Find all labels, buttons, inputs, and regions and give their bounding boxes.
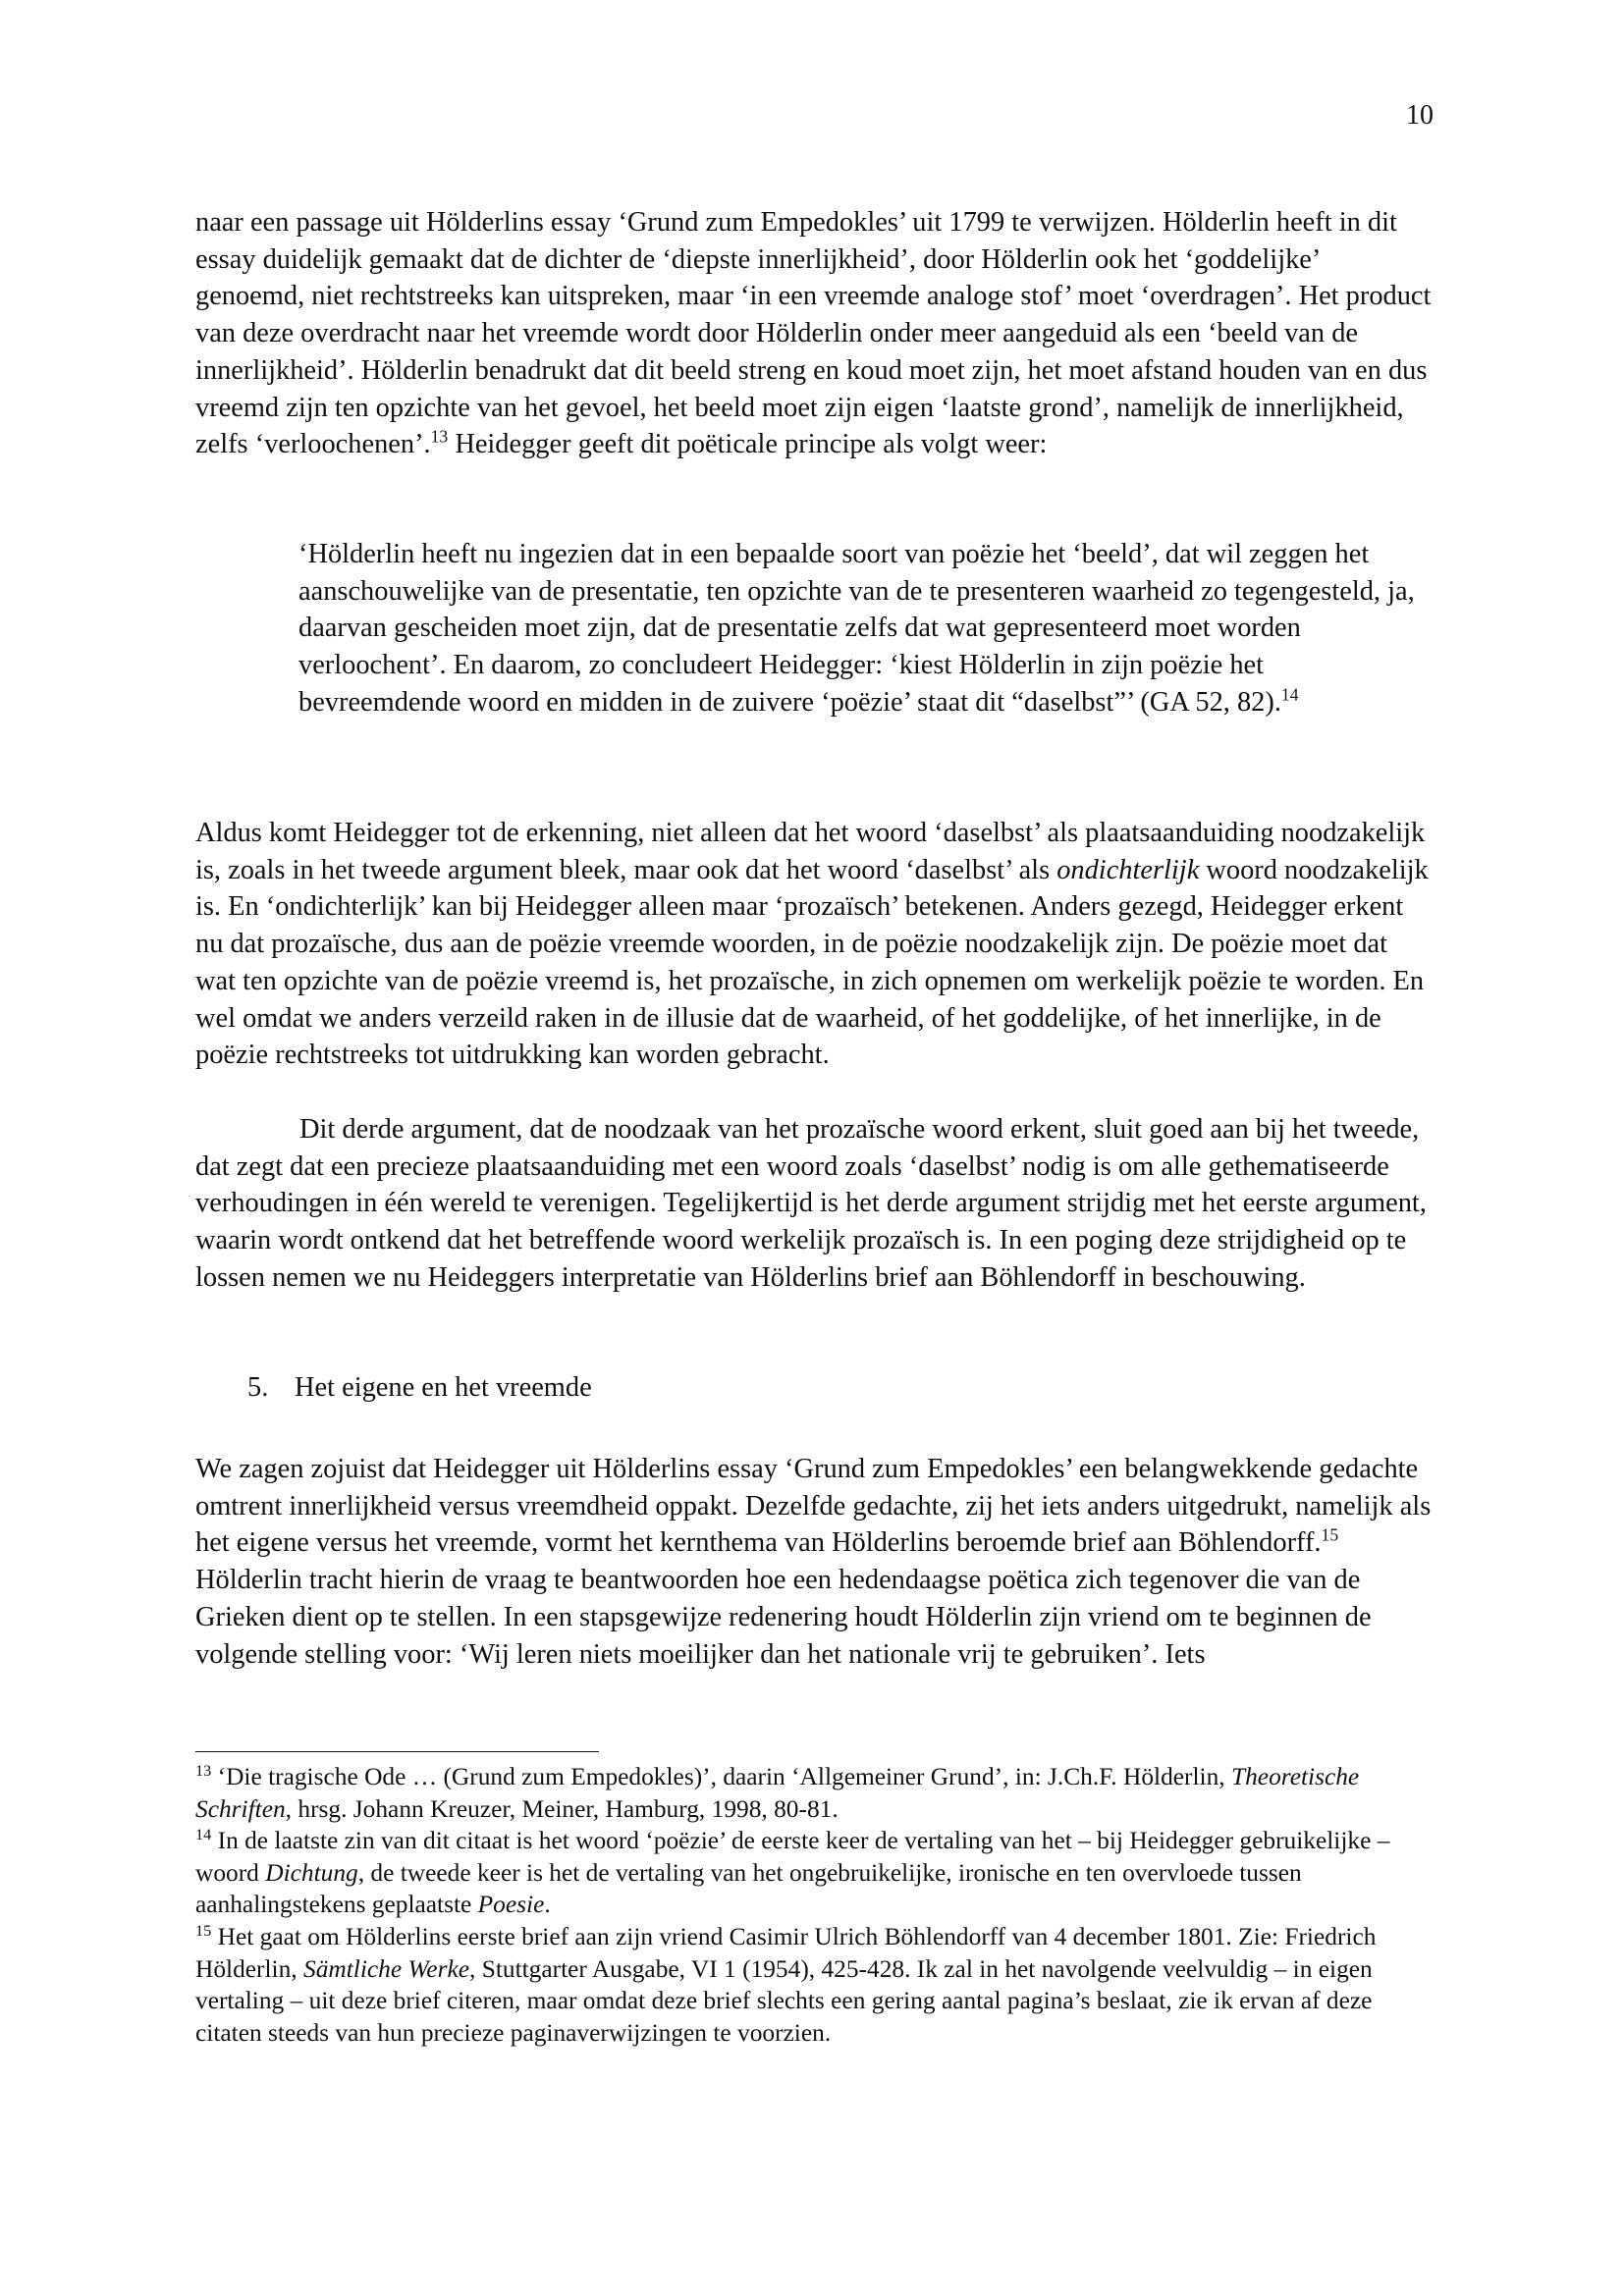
footnote-number: 13 (195, 1762, 212, 1781)
block-quote (298, 536, 1428, 721)
footnote-text: Het gaat om Hölderlins eerste brief aan zijn vriend Casimir Ulrich Böhlendorff van 4 december 1801. Zie: Friedrich Hölderlin, (195, 1922, 1377, 1983)
page-number: 10 (1406, 100, 1434, 131)
footnotes (195, 1761, 1435, 2049)
footnote-text: In de laatste zin van dit citaat is het woord ‘poëzie’ de eerste keer de vertaling van het – bij Heidegger gebruikelijke – woord (195, 1827, 1390, 1887)
footnote-text: , Stuttgarter Ausgabe, VI 1 (1954), 425-428. Ik zal in het navolgende veelvuldig – in eigen vertaling – uit deze brief citeren, maar omdat deze brief slechts een gering aantal pagina’s beslaat, zie ik ervan af deze citaten steeds van hun precieze paginaverwijzingen te voorzien. (195, 1954, 1373, 2047)
paragraph-3 (195, 1111, 1435, 1297)
footnote-13 (195, 1761, 1435, 1825)
paragraph-2-emphasis: ondichterlijk (1056, 854, 1200, 885)
footnote-text: , hrsg. Johann Kreuzer, Meiner, Hamburg, 1998, 80-81. (285, 1794, 839, 1823)
footnote-ref-14[interactable]: 14 (1280, 684, 1299, 705)
paragraph-2-text-a: Aldus komt Heidegger tot de erkenning, niet alleen dat het woord ‘daselbst’ als plaatsaanduiding noodzakelijk is, zoals in het tweede argument bleek, maar ook dat het woord ‘daselbst’ als (195, 818, 1426, 885)
footnote-number: 15 (195, 1922, 212, 1941)
paragraph-3-text: Dit derde argument, dat de noodzaak van het prozaïsche woord erkent, sluit goed aan bij het tweede, dat zegt dat een precieze plaatsaanduiding met een woord zoals ‘daselbst’ nodig is om alle gethematiseerde verhoudingen in één wereld te verenigen. Tegelijkertijd is het derde argument strijdig met het eerste argument, waarin wordt ontkend dat het betreffende woord werkelijk prozaïsch is. In een poging deze strijdigheid op te lossen nemen we nu Heideggers interpretatie van Hölderlins brief aan Böhlendorff in beschouwing. (195, 1114, 1427, 1293)
footnote-ref-13[interactable]: 13 (430, 426, 449, 447)
section-title: Het eigene en het vreemde (295, 1372, 592, 1403)
footnote-title: Theoretische Schriften (195, 1763, 1360, 1823)
footnote-number: 14 (195, 1826, 212, 1844)
paragraph-4 (195, 1451, 1435, 1673)
footnote-15 (195, 1921, 1435, 2049)
footnote-separator (195, 1751, 599, 1752)
footnote-title: Sämtliche Werke (303, 1954, 469, 1983)
section-heading (247, 1369, 592, 1407)
paragraph-1 (195, 204, 1435, 463)
footnote-text: . (544, 1891, 551, 1919)
footnote-14 (195, 1825, 1435, 1921)
paragraph-2 (195, 815, 1435, 1074)
section-number: 5. (247, 1372, 269, 1403)
paragraph-2-text-b: woord noodzakelijk is. En ‘ondichterlijk’ kan bij Heidegger alleen maar ‘prozaïsch’ betekenen. Anders gezegd, Heidegger erkent nu dat prozaïsche, dus aan de poëzie vreemde woorden, in de poëzie noodzakelijk zijn. De poëzie moet dat wat ten opzichte van de poëzie vreemd is, het prozaïsche, in zich opnemen om werkelijk poëzie te worden. En wel omdat we anders verzeild raken in de illusie dat de waarheid, of het goddelijke, of het innerlijke, in de poëzie rechtstreeks tot uitdrukking kan worden gebracht. (195, 854, 1429, 1071)
footnote-text: ‘Die tragische Ode … (Grund zum Empedokles)’, daarin ‘Allgemeiner Grund’, in: J.Ch.F. Hölderlin, (217, 1763, 1231, 1790)
block-quote-text: ‘Hölderlin heeft nu ingezien dat in een bepaalde soort van poëzie het ‘beeld’, dat wil zeggen het aanschouwelijke van de presentatie, ten opzichte van de te presenteren waarheid zo tegengesteld, ja, daarvan gescheiden moet zijn, dat de presentatie zelfs dat wat gepresenteerd moet worden verloochent’. En daarom, zo concludeert Heidegger: ‘kiest Hölderlin in zijn poëzie het bevreemdende woord en midden in de zuivere ‘poëzie’ staat dit “daselbst”’ (GA 52, 82). (298, 539, 1415, 718)
paragraph-1-tail: Heidegger geeft dit poëticale principe als volgt weer: (448, 429, 1048, 460)
paragraph-4-text: We zagen zojuist dat Heidegger uit Hölderlins essay ‘Grund zum Empedokles’ een belangwekkende gedachte omtrent innerlijkheid versus vreemdheid oppakt. Dezelfde gedachte, zij het iets anders uitgedrukt, namelijk als het eigene versus het vreemde, vormt het kernthema van Hölderlins beroemde brief aan Böhlendorff. (195, 1454, 1432, 1559)
footnote-term: Poesie (477, 1891, 545, 1919)
paragraph-4-tail: Hölderlin tracht hierin de vraag te beantwoorden hoe een hedendaagse poëtica zich tegenover die van de Grieken dient op te stellen. In een stapsgewijze redenering houdt Hölderlin zijn vriend om te beginnen de volgende stelling voor: ‘Wij leren niets moeilijker dan het nationale vrij te gebruiken’. Iets (195, 1565, 1372, 1670)
paragraph-1-text: naar een passage uit Hölderlins essay ‘Grund zum Empedokles’ uit 1799 te verwijzen. Hölderlin heeft in dit essay duidelijk gemaakt dat de dichter de ‘diepste innerlijkheid’, door Hölderlin ook het ‘goddelijke’ genoemd, niet rechtstreeks kan uitspreken, maar ‘in een vreemde analoge stof’ moet ‘overdragen’. Het product van deze overdracht naar het vreemde wordt door Hölderlin onder meer aangeduid als een ‘beeld van de innerlijkheid’. Hölderlin benadrukt dat dit beeld streng en koud moet zijn, het moet afstand houden van en dus vreemd zijn ten opzichte van het gevoel, het beeld moet zijn eigen ‘laatste grond’, namelijk de innerlijkheid, zelfs ‘verloochenen’. (195, 207, 1432, 460)
footnote-term: Dichtung (265, 1858, 358, 1887)
footnote-ref-15[interactable]: 15 (1321, 1524, 1339, 1545)
footnote-text: , de tweede keer is het de vertaling van het ongebruikelijke, ironische en ten overvloede tussen aanhalingstekens geplaatste (195, 1858, 1302, 1919)
